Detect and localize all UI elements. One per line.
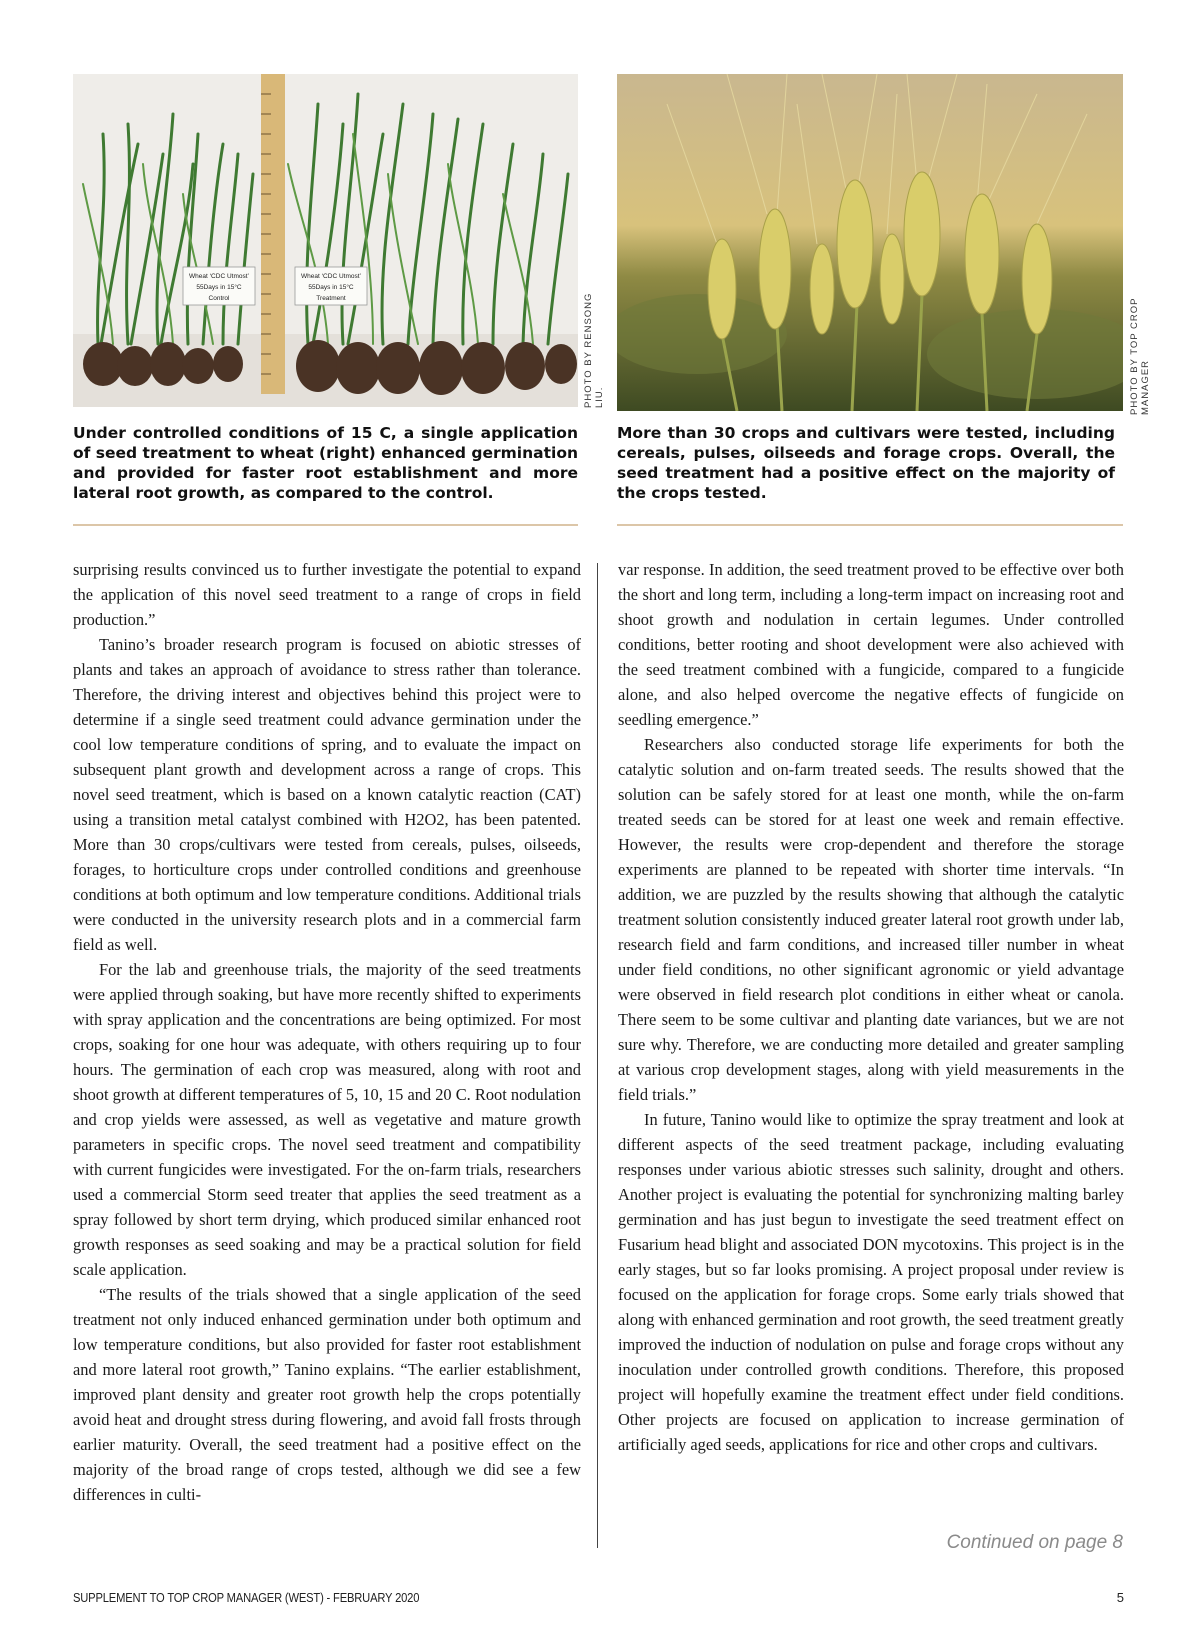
photo-caption-right: More than 30 crops and cultivars were tested, including cereals, pulses, oilseeds and forage crops. Overall, the seed treatment had a positive effect on the majority of the crops tested. xyxy=(617,424,1115,502)
column-divider xyxy=(597,563,598,1548)
continued-link[interactable]: Continued on page 8 xyxy=(946,1532,1123,1553)
article-column-left xyxy=(73,557,581,1507)
caption-divider-right xyxy=(617,524,1123,526)
article-paragraph: Researchers also conducted storage life experiments for both the catalytic solution and on-farm treated seeds. The results showed that the solution can be safely stored for at least one month, while the on-farm treated seeds can be stored for at least one week and remain effective. However, the results were crop-dependent and therefore the storage experiments are planned to be repeated with shorter time intervals. “In addition, we are puzzled by the results showing that although the catalytic treatment solution consistently induced greater lateral root growth under lab, research field and farm conditions, and increased tiller number in wheat under field conditions, no other significant agronomic or yield advantage were observed in field research plot conditions in either wheat or canola. There seem to be some cultivar and planting date variances, but we are not sure why. Therefore, we are conducting more detailed and greater sampling at various crop development stages, along with yield measurements in the field trials.” xyxy=(618,735,1124,1104)
control-label-line-1: Wheat ‘CDC Utmost’ xyxy=(189,273,249,280)
footer-publication: SUPPLEMENT TO TOP CROP MANAGER (WEST) - FEBRUARY 2020 xyxy=(73,1590,420,1605)
photo-credit-left: PHOTO BY RENSONG LIU. xyxy=(583,292,605,408)
treatment-label-line-3: Treatment xyxy=(316,295,346,302)
article-paragraph: In future, Tanino would like to optimize the spray treatment and look at different aspects of the seed treatment package, including evaluating responses under various abiotic stresses such salinity, drought and others. Another project is evaluating the potential for synchronizing malting barley germination and has just begun to investigate the seed treatment effect on Fusarium head blight and associated DON mycotoxins. This project is in the early stages, but so far looks promising. A project proposal under review is focused on the application for forage crops. Some early trials showed that along with enhanced germination and root growth, the seed treatment greatly improved the induction of nodulation on pulse and forage crops without any inoculation under controlled growth conditions. Therefore, this proposed project will hopefully examine the treatment effect under field conditions. Other projects are focused on application to increase germination of artificially aged seeds, applications for rice and other crops and cultivars. xyxy=(618,1110,1124,1454)
control-label-line-3: Control xyxy=(208,295,230,302)
article-paragraph: var response. In addition, the seed treatment proved to be effective over both the short and long term, including a long-term impact on increasing root and shoot growth and nodulation in certain legumes. Under controlled conditions, better rooting and shoot development were also achieved with the seed treatment combined with a fungicide, compared to a fungicide alone, and also helped overcome the negative effects of fungicide on seedling emergence.” xyxy=(618,560,1124,729)
page-number: 5 xyxy=(1116,1590,1124,1605)
wheat-field-photo xyxy=(617,74,1123,411)
control-label-line-2: 55Days in 15°C xyxy=(196,284,242,291)
article-paragraph: “The results of the trials showed that a single application of the seed treatment not only induced enhanced germination under both optimum and low temperature conditions, but also provided for faster root establishment and more lateral root growth,” Tanino explains. “The earlier establishment, improved plant density and greater root growth help the crops potentially avoid heat and drought stress during flowering, and avoid fall frosts through earlier maturity. Overall, the seed treatment had a positive effect on the majority of the broad range of crops tested, although we did see a few differences in culti- xyxy=(73,1285,581,1504)
photo-caption-left: Under controlled conditions of 15 C, a single application of seed treatment to wheat (right) enhanced germination and provided for faster root establishment and more lateral root growth, as compared to the control. xyxy=(73,424,578,502)
article-paragraph: Tanino’s broader research program is focused on abiotic stresses of plants and takes an approach of avoidance to stress rather than tolerance. Therefore, the driving interest and objectives behind this project were to determine if a single seed treatment could advance germination under the cool low temperature conditions of spring, and to evaluate the impact on subsequent plant growth and development across a range of crops. This novel seed treatment, which is based on a known catalytic reaction (CAT) using a transition metal catalyst combined with H2O2, has been patented. More than 30 crops/cultivars were tested from cereals, pulses, oilseeds, forages, to horticulture crops under controlled conditions and greenhouse conditions at both optimum and low temperature conditions. Additional trials were conducted in the university research plots and in a commercial farm field as well. xyxy=(73,635,581,954)
treatment-label-line-2: 55Days in 15°C xyxy=(308,284,354,291)
article-paragraph: For the lab and greenhouse trials, the majority of the seed treatments were applied through soaking, but have more recently shifted to experiments with spray application and the concentrations are being optimized. For most crops, soaking for one hour was adequate, with others requiring up to four hours. The germination of each crop was measured, along with root and shoot growth at different temperatures of 5, 10, 15 and 20 C. Root nodulation and crop yields were assessed, as well as vegetative and mature growth parameters in specific crops. The novel seed treatment and compatibility with current fungicides were investigated. For the on-farm trials, researchers used a commercial Storm seed treater that applies the seed treatment as a spray followed by short term drying, which produced similar enhanced root growth responses as seed soaking and may be a practical solution for field scale application. xyxy=(73,960,581,1279)
wheat-seedlings-photo xyxy=(73,74,578,407)
treatment-label-line-1: Wheat ‘CDC Utmost’ xyxy=(301,273,361,280)
article-paragraph: surprising results convinced us to further investigate the potential to expand the application of this novel seed treatment to a range of crops in field production.” xyxy=(73,560,581,629)
photo-credit-right: PHOTO BY TOP CROP MANAGER xyxy=(1129,297,1151,415)
caption-divider-left xyxy=(73,524,578,526)
article-column-right xyxy=(618,557,1124,1457)
